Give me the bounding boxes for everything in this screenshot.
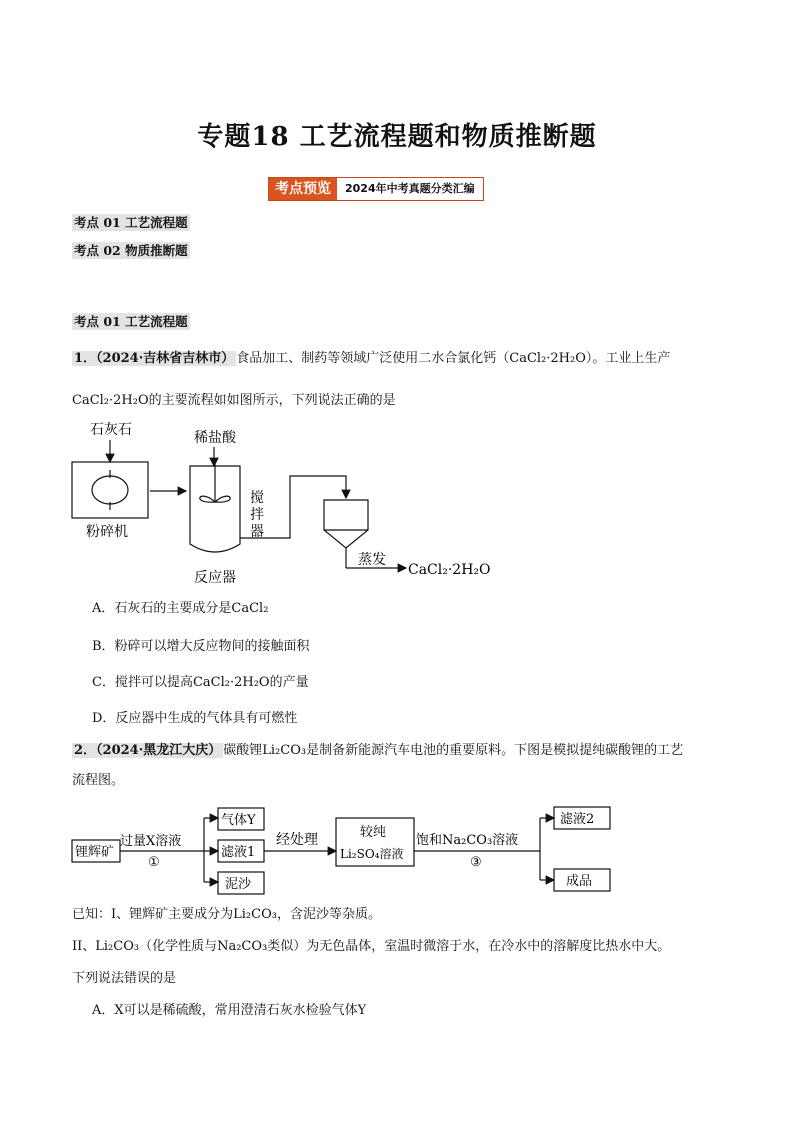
q1-evaporate-label: 蒸发 [358,552,386,568]
q2-ore-label: 锂辉矿 [75,845,115,860]
page-title: 专题18 工艺流程题和物质推断题 [197,122,597,152]
q2-line1 [72,742,683,760]
q1-product-label: CaCl₂·2H₂O [408,562,491,578]
q1-reactor-label: 反应器 [194,570,236,586]
q2-gas-label: 气体Y [221,813,256,828]
q1-limestone-label: 石灰石 [90,422,132,438]
q1-line1 [72,350,670,368]
q1-flow-diagram [60,418,500,588]
q2-known-1: 已知：I、锂辉矿主要成分为Li₂CO₃，含泥沙等杂质。 [72,907,381,922]
q2-filtrate1-label: 滤液1 [221,845,256,860]
q2-step1-number: ① [148,855,160,870]
q2-step3-label: 饱和Na₂CO₃溶液 [416,833,519,848]
q1-stir-char-1: 搅 [250,490,264,506]
q1-option-b[interactable]: B．粉碎可以增大反应物间的接触面积 [92,639,310,654]
q1-evaporator [324,500,368,548]
preview-badge [268,177,484,201]
q2-step3-number: ③ [470,855,482,870]
badge-text: 2024年中考真题分类汇编 [337,178,483,200]
q2-flow-diagram [70,802,630,898]
section-heading: 考点 01 工艺流程题 [74,314,188,329]
q2-text-line1: 碳酸锂Li₂CO₃是制备新能源汽车电池的重要原料。下图是模拟提纯碳酸锂的工艺 [223,743,684,758]
q2-step1-label: 过量X溶液 [120,834,182,849]
q1-crusher-icon [92,476,128,504]
q1-header [72,351,236,366]
q2-product-label: 成品 [566,874,593,889]
q1-number: 1． [74,351,97,366]
q2-source: （2024·黑龙江大庆） [96,743,222,758]
q2-number: 2． [74,743,97,758]
q2-option-a[interactable]: A．X可以是稀硫酸，常用澄清石灰水检验气体Y [92,1003,367,1018]
q2-filtrate2-label: 滤液2 [560,812,595,827]
q1-option-c[interactable]: C．搅拌可以提高CaCl₂·2H₂O的产量 [92,675,309,690]
q1-option-a[interactable]: A．石灰石的主要成分是CaCl₂ [92,601,269,616]
q2-header [72,743,223,758]
q1-option-d[interactable]: D．反应器中生成的气体具有可燃性 [92,711,298,726]
q1-stir-char-2: 拌 [250,507,264,523]
q1-stir-char-3: 器 [250,524,264,540]
q2-mud-label: 泥沙 [225,877,252,892]
q2-ask: 下列说法错误的是 [72,971,177,986]
q1-source: （2024·吉林省吉林市） [96,351,235,366]
q1-text-line1: 食品加工、制药等领域广泛使用二水合氯化钙（CaCl₂·2H₂O）。工业上生产 [236,351,671,366]
q2-purer-bottom: Li₂SO₄溶液 [340,847,404,861]
q2-known-2: II、Li₂CO₃（化学性质与Na₂CO₃类似）为无色晶体，室温时微溶于水，在冷水中的溶解度比热水中大。 [72,939,671,954]
q2-text-line2: 流程图。 [72,773,125,788]
q1-text-line2: CaCl₂·2H₂O的主要流程如如图所示，下列说法正确的是 [72,393,396,408]
q2-process-label: 经处理 [276,832,318,848]
q1-crusher-label: 粉碎机 [86,524,128,540]
q2-purer-top: 较纯 [360,825,387,840]
toc-item-1[interactable]: 考点 01 工艺流程题 [74,215,188,230]
q1-acid-label: 稀盐酸 [194,430,236,446]
badge-label: 考点预览 [269,178,337,200]
toc-item-2[interactable]: 考点 02 物质推断题 [74,243,188,258]
